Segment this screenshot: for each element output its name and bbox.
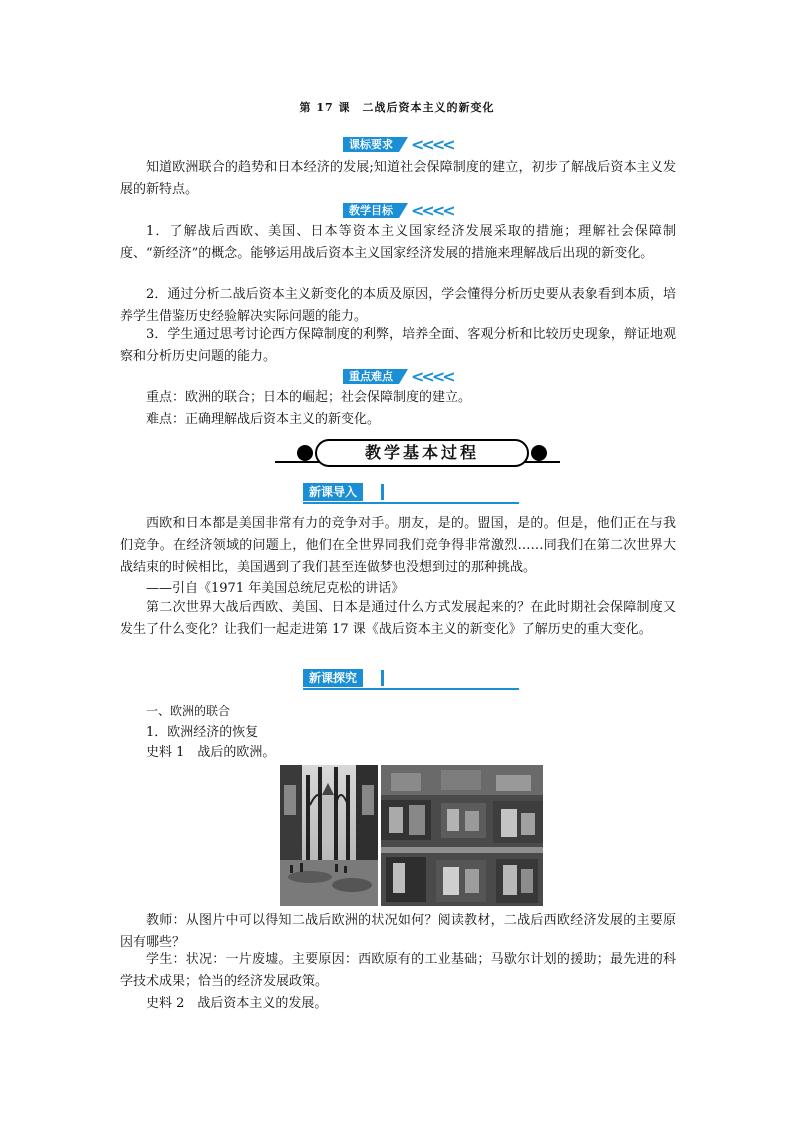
section-intro bbox=[303, 483, 519, 505]
intro-quote: 西欧和日本都是美国非常有力的竞争对手。朋友，是的。盟国，是的。但是，他们正在与我们竞争。在经济领域的问题上，他们在全世界同我们竞争得非常激烈……同我们在第二次世界大战结束的时候相比，美国遇到了我们甚至连做梦也没想到过的那种挑战。 bbox=[120, 516, 676, 575]
cathedral-ruins-image bbox=[280, 765, 378, 906]
source-1: 史料 1 战后的欧洲。 bbox=[146, 745, 276, 760]
process-heading bbox=[275, 437, 560, 469]
banner-keypoints bbox=[343, 369, 453, 384]
chevron-left-icon: <<<< bbox=[411, 367, 453, 386]
objective-1: 1．了解战后西欧、美国、日本等资本主义国家经济发展采取的措施；理解社会保障制度、“新经济”的概念。能够运用战后资本主义国家经济发展的措施来理解战后出现的新变化。 bbox=[120, 224, 676, 261]
lesson-title: 第 17 课 二战后资本主义的新变化 bbox=[299, 101, 495, 114]
student-answer: 学生：状况：一片废墟。主要原因：西欧原有的工业基础；马歇尔计划的援助；最先进的科学技术成果；恰当的经济发展政策。 bbox=[120, 952, 676, 989]
objective-3: 3．学生通过思考讨论西方保障制度的利弊，培养全面、客观分析和比较历史现象，辩证地观察和分析历史问题的能力。 bbox=[120, 327, 676, 364]
explore-heading-1: 一、欧洲的联合 bbox=[146, 704, 231, 718]
photo-bombed-city bbox=[381, 765, 543, 906]
section-intro-label: 新课导入 bbox=[303, 483, 363, 501]
section-underline bbox=[303, 688, 519, 690]
objective-2: 2．通过分析二战后资本主义新变化的本质及原因，学会懂得分析历史要从表象看到本质，培养学生借鉴历史经验解决实际问题的能力。 bbox=[120, 287, 676, 324]
section-explore bbox=[303, 669, 519, 691]
banner-objectives bbox=[343, 203, 453, 218]
section-underline bbox=[303, 502, 519, 504]
chevron-left-icon: <<<< bbox=[411, 135, 453, 154]
city-ruins-image bbox=[381, 765, 543, 906]
explore-heading-2: 1．欧洲经济的恢复 bbox=[146, 725, 259, 740]
banner-objectives-label: 教学目标 bbox=[343, 203, 399, 218]
photo-ruined-cathedral bbox=[280, 765, 378, 906]
source-2: 史料 2 战后资本主义的发展。 bbox=[146, 996, 328, 1011]
section-mark-icon bbox=[381, 670, 384, 686]
section-mark-icon bbox=[381, 484, 384, 500]
intro-question: 第二次世界大战后西欧、美国、日本是通过什么方式发展起来的？在此时期社会保障制度又发生了什么变化？让我们一起走进第 17 课《战后资本主义的新变化》了解历史的重大变化。 bbox=[120, 600, 676, 637]
difficult-point: 难点：正确理解战后资本主义的新变化。 bbox=[146, 412, 381, 427]
chevron-left-icon: <<<< bbox=[411, 201, 453, 220]
requirements-text: 知道欧洲联合的趋势和日本经济的发展;知道社会保障制度的建立，初步了解战后资本主义发展的新特点。 bbox=[120, 160, 676, 197]
section-explore-label: 新课探究 bbox=[303, 669, 363, 687]
teacher-question: 教师：从图片中可以得知二战后欧洲的状况如何？阅读教材，二战后西欧经济发展的主要原因有哪些？ bbox=[120, 913, 676, 950]
process-heading-label: 教学基本过程 bbox=[315, 439, 529, 467]
banner-keypoints-label: 重点难点 bbox=[343, 369, 399, 384]
intro-source: ——引自《1971 年美国总统尼克松的讲话》 bbox=[146, 581, 405, 596]
banner-requirements bbox=[343, 137, 453, 152]
key-point: 重点：欧洲的联合；日本的崛起；社会保障制度的建立。 bbox=[146, 390, 472, 405]
banner-requirements-label: 课标要求 bbox=[343, 137, 399, 152]
